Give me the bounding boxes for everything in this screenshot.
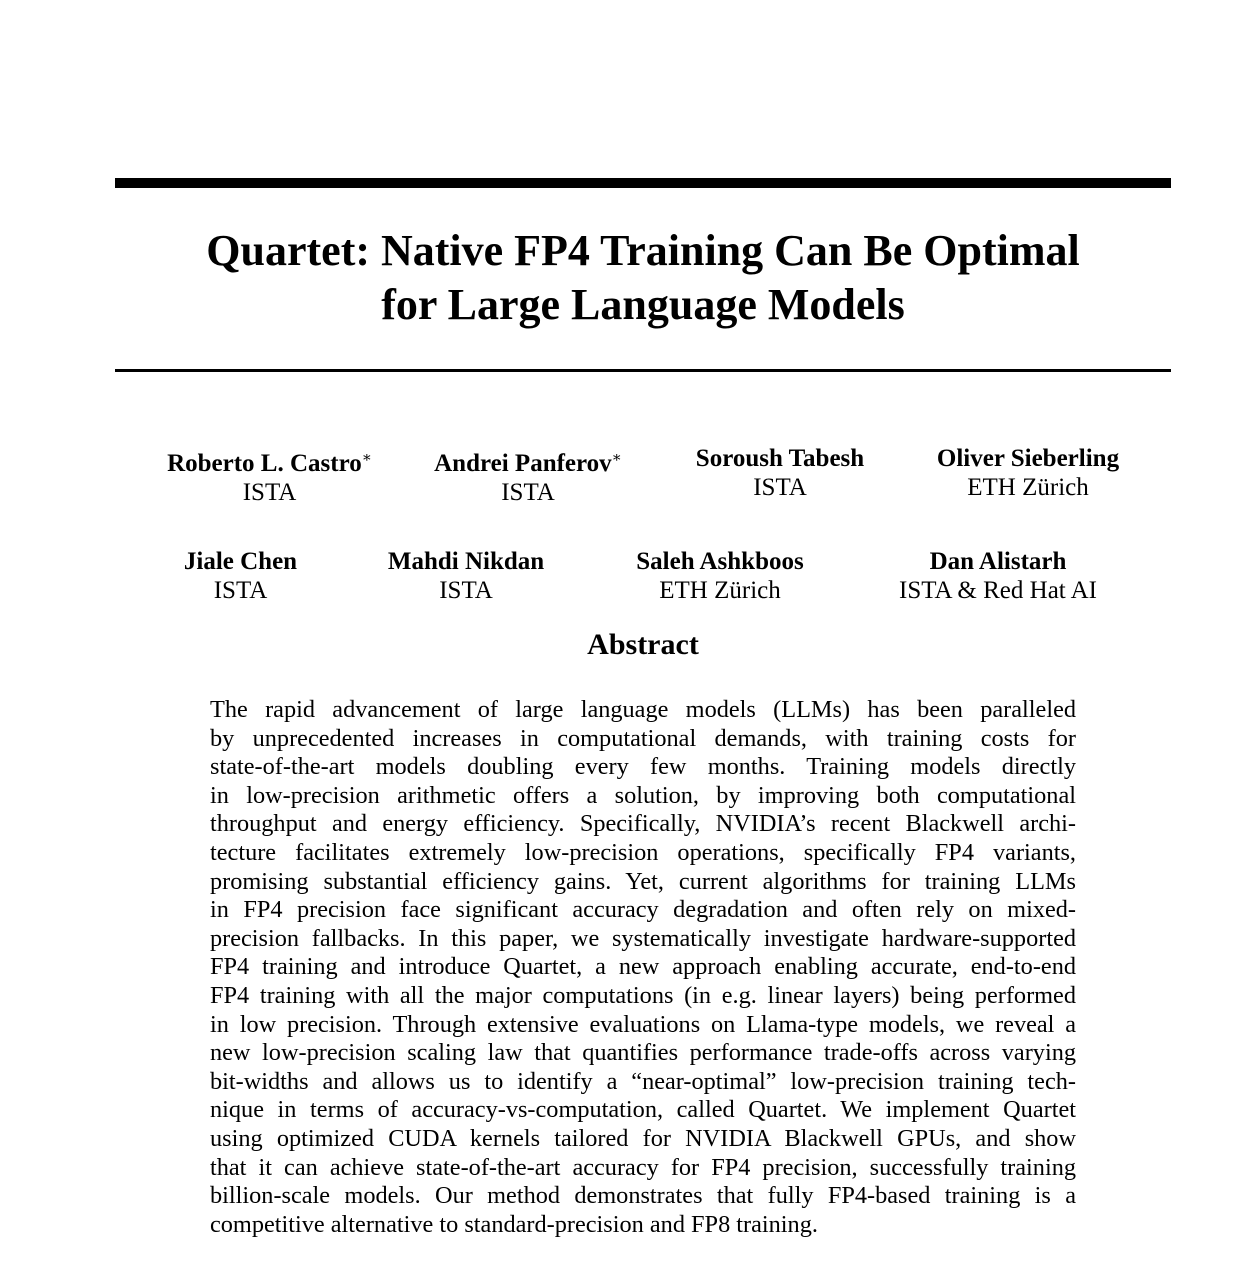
author-block [629, 547, 811, 605]
author-block [690, 444, 870, 502]
equal-contribution-mark: ∗ [361, 450, 372, 466]
abstract-line: by unprecedented increases in computational demands, with training costs for [210, 724, 1076, 752]
author-block [930, 444, 1126, 502]
author-block [891, 547, 1105, 605]
abstract-line: billion-scale models. Our method demonstrates that fully FP4-based training is a [210, 1182, 1076, 1210]
abstract-heading: Abstract [587, 628, 699, 661]
author-affiliation: ISTA & Red Hat AI [899, 577, 1097, 604]
abstract-line: precision fallbacks. In this paper, we systematically investigate hardware-supported [210, 924, 1076, 952]
author-affiliation: ISTA [753, 474, 807, 501]
author-name: Mahdi Nikdan [387, 548, 545, 575]
abstract-line: bit-widths and allows us to identify a “near-optimal” low-precision training tech- [210, 1067, 1076, 1095]
abstract-line: The rapid advancement of large language models (LLMs) has been paralleled [210, 696, 1076, 723]
author-name: Jiale Chen [183, 548, 298, 575]
abstract-line: FP4 training with all the major computations (in e.g. linear layers) being performed [210, 981, 1076, 1009]
abstract-line: that it can achieve state-of-the-art accuracy for FP4 precision, successfully training [210, 1153, 1076, 1181]
abstract-line: FP4 training and introduce Quartet, a new approach enabling accurate, end-to-end [210, 953, 1076, 981]
abstract-line: tecture facilitates extremely low-precision operations, specifically FP4 variants, [210, 838, 1076, 866]
author-name: Saleh Ashkboos [636, 548, 804, 575]
title-line-1: Quartet: Native FP4 Training Can Be Optimal [206, 226, 1080, 275]
author-block [180, 547, 301, 605]
abstract-line: in low-precision arithmetic offers a solution, by improving both computational [210, 781, 1076, 809]
abstract-line: using optimized CUDA kernels tailored for NVIDIA Blackwell GPUs, and show [210, 1124, 1076, 1152]
author-affiliation: ETH Zürich [967, 474, 1089, 501]
author-row-2 [0, 547, 1259, 617]
abstract-line: state-of-the-art models doubling every few months. Training models directly [210, 753, 1076, 781]
author-name: Roberto L. Castro [167, 450, 362, 477]
author-affiliation: ETH Zürich [659, 577, 781, 604]
abstract-line: nique in terms of accuracy-vs-computation, called Quartet. We implement Quartet [210, 1096, 1076, 1124]
author-row-1 [0, 444, 1259, 514]
author-affiliation: ISTA [242, 479, 297, 506]
author-block [382, 547, 550, 605]
author-name: Soroush Tabesh [695, 445, 865, 472]
abstract-body [210, 696, 1076, 1239]
author-name: Oliver Sieberling [936, 445, 1120, 472]
author-affiliation: ISTA [439, 577, 493, 604]
author-name: Andrei Panferov [434, 450, 612, 477]
abstract-line: in FP4 precision face significant accuracy degradation and often rely on mixed- [210, 896, 1076, 924]
author-block [428, 444, 628, 507]
title-top-rule [115, 178, 1171, 188]
author-block [161, 444, 378, 507]
author-name: Dan Alistarh [929, 548, 1067, 575]
title-line-2: for Large Language Models [381, 280, 905, 329]
equal-contribution-mark: ∗ [611, 450, 622, 466]
abstract-line: new low-precision scaling law that quantifies performance trade-offs across varying [210, 1039, 1076, 1067]
abstract-line: competitive alternative to standard-precision and FP8 training. [210, 1210, 818, 1238]
paper-title [115, 224, 1171, 332]
title-bottom-rule [115, 369, 1171, 372]
abstract-line: throughput and energy efficiency. Specifically, NVIDIA’s recent Blackwell archi- [210, 810, 1076, 838]
abstract-line: in low precision. Through extensive evaluations on Llama-type models, we reveal a [210, 1010, 1076, 1038]
author-affiliation: ISTA [501, 479, 555, 506]
author-affiliation: ISTA [213, 577, 268, 604]
abstract-line: promising substantial efficiency gains. Yet, current algorithms for training LLMs [210, 867, 1076, 895]
